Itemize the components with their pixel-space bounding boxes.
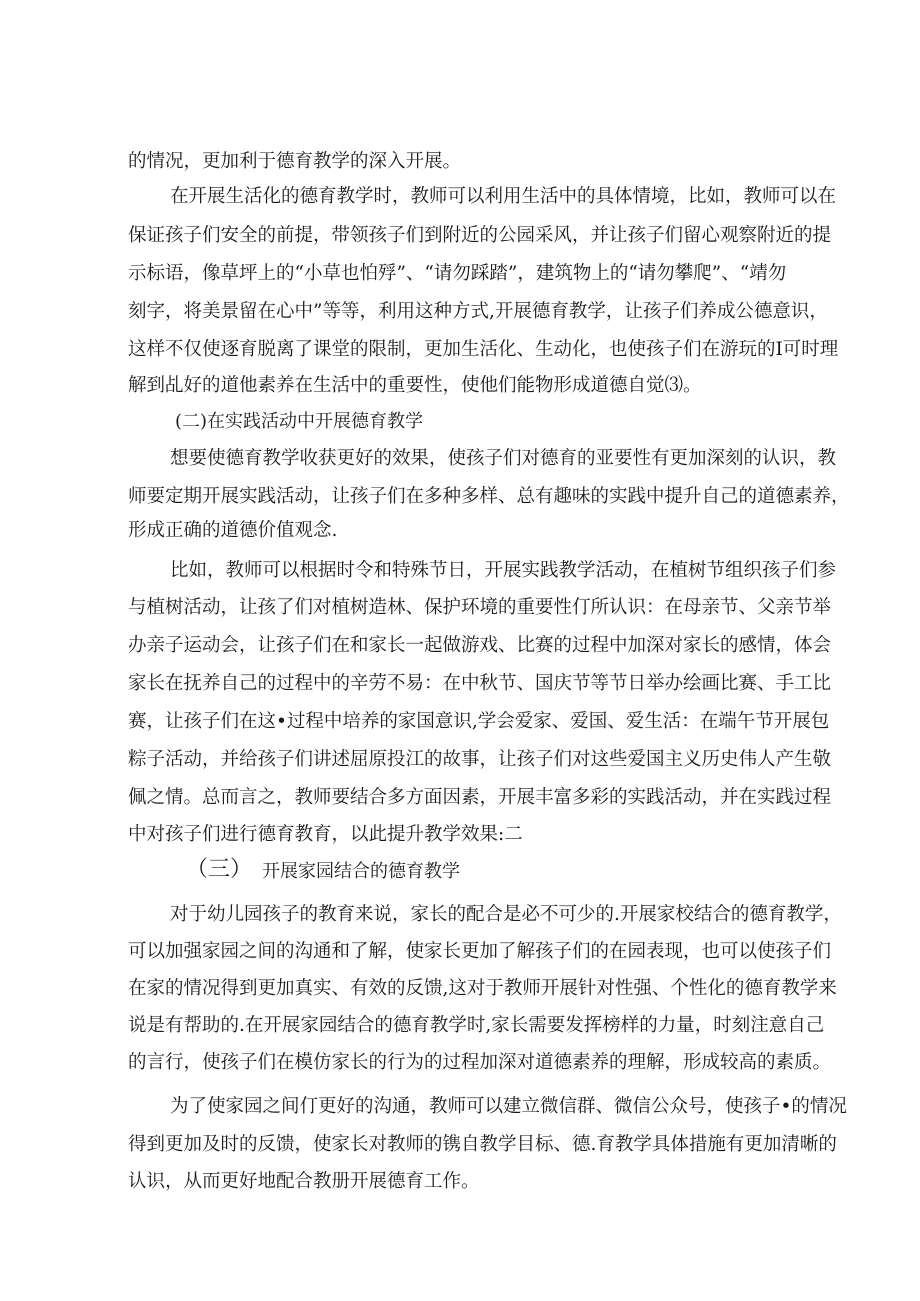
paragraph-line: 对于幼儿园孩子的教育来说，家长的配合是必不可少的.开展家校结合的德育教学， [170,904,842,925]
paragraph-line: 赛，让孩子们在这•过程中培养的家国意识,学会爱家、爱国、爱生活：在端午节开展包 [128,711,830,732]
paragraph-line: 办亲子运动会，让孩子们在和家长一起做游戏、比赛的过程中加深对家长的感情，体会 [128,635,832,656]
paragraph-line: 保证孩子们安全的前提，带领孩子们到附近的公园采风，并让孩子们留心观察附近的提 [128,225,832,246]
section-heading-number: （三） [186,857,253,882]
section-heading: (二)在实践活动中开展德育教学 [175,411,424,432]
paragraph-line: 可以加强家园之间的沟通和了解，使家长更加了解孩子们的在园表现，也可以使孩子们 [128,941,832,962]
paragraph-line: 这样不仅使逐育脱离了课堂的限制，更加生活化、生动化，也使孩子们在游玩的I可时理 [128,339,839,360]
section-heading: 开展家园结合的德育教学 [262,861,460,882]
paragraph-line: 为了使家园之间仃更好的沟通，教师可以建立微信群、微信公众号，使孩子•的情况 [170,1096,847,1117]
paragraph-line: 佩之情。总而言之，教师要结合多方面因素，开展丰富多彩的实践活动，并在实践过程 [128,787,832,808]
paragraph-line: 中对孩子们进行德育教育，以此提升教学效果:二 [128,824,523,845]
paragraph-line: 想要使德育教学收获更好的效果，使孩子们对德育的亚要性有更加深刻的认识，教 [170,448,837,469]
paragraph-line: 的言行，使孩子们在模仿家长的行为的过程加深对道德素养的理解，形成较高的素质。 [128,1052,832,1073]
paragraph-line: 与植树活动，让孩了们对植树造林、保护环境的重要性仃所认识：在母亲节、父亲节举 [128,597,832,618]
paragraph-line: 刻字，将美景留在心中”等等，利用这种方式,开展德育教学，让孩子们养成公德意识， [128,301,828,322]
paragraph-line: 认识，从而更好地配合教册开展德育工作。 [128,1171,480,1192]
paragraph-line: 师要定期开展实践活动，让孩子们在多种多样、总有趣味的实践中提升自己的道德素养， [128,486,850,507]
paragraph-line: 解到乩好的道他素养在生活中的重要性，使他们能物形成道德自觉⑶。 [128,375,702,396]
paragraph-line: 粽子活动，并给孩子们讲述屈原投江的故事，让孩子们对这些爱国主义历史伟人产生敬 [128,749,832,770]
paragraph-line: 的情况，更加利于德育教学的深入开展。 [128,151,462,172]
paragraph-line: 比如，教师可以根据时令和特殊节日，开展实践教学活动，在植树节组织孩子们参 [170,560,837,581]
paragraph-line: 在家的情况得到更加真实、有效的反馈,这对于教师开展针对性强、个性化的德育教学来 [128,978,837,999]
paragraph-line: 家长在抚养自己的过程中的辛劳不易：在中秋节、国庆节等节日举办绘画比赛、手工比 [128,673,832,694]
paragraph-line: 得到更加及时的反馈，使家长对教师的镌自教学目标、德.育教学具体措施有更加清晰的 [128,1134,837,1155]
paragraph-line: 说是有帮助的.在开展家园结合的德育教学时,家长需要发挥榜样的力量，时刻注意自己 [128,1015,825,1036]
paragraph-line: 示标语，像草坪上的“小草也怕殍”、“请勿踩踏”，建筑物上的“请勿攀爬”、“靖勿 [128,263,787,284]
paragraph-line: 形成正确的道德价值观念. [128,520,338,541]
paragraph-line: 在开展生活化的德育教学时，教师可以利用生活中的具体情境，比如，教师可以在 [170,186,837,207]
